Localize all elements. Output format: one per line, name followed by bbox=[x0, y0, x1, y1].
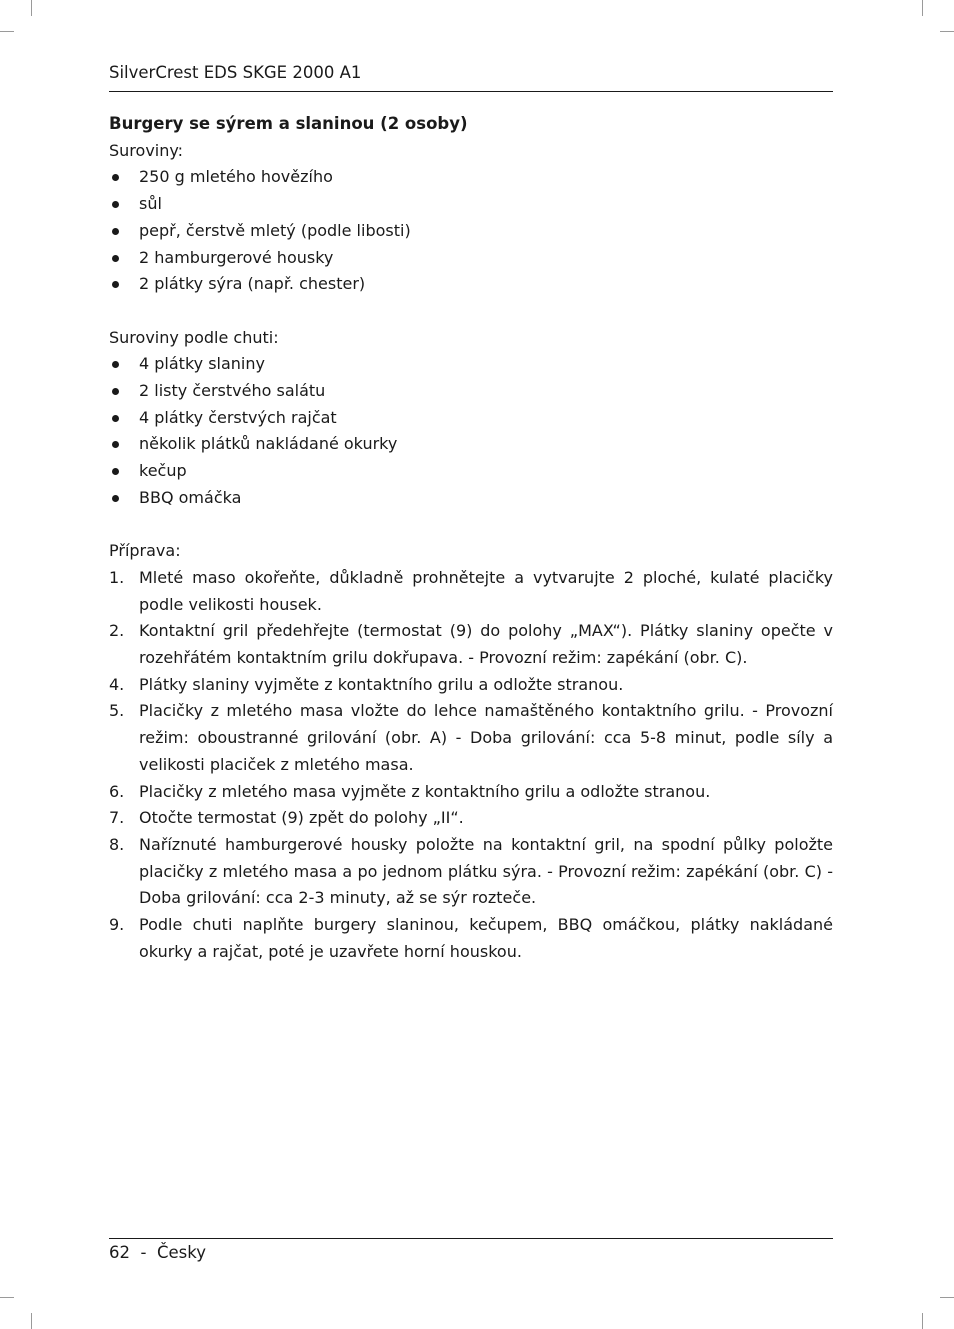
list-item: pepř, čerstvě mletý (podle libosti) bbox=[109, 218, 833, 245]
crop-mark bbox=[940, 31, 954, 32]
list-item: 4 plátky slaniny bbox=[109, 351, 833, 378]
footer-rule bbox=[109, 1238, 833, 1239]
list-item: 4 plátky čerstvých rajčat bbox=[109, 405, 833, 432]
step-text: Kontaktní gril předehřejte (termostat (9) do polohy „MAX“). Plátky slaniny opečte v rozehřátém kontaktním grilu dokřupava. - Provozní režim: zapékání (obr. C). bbox=[139, 621, 833, 668]
optional-ingredients-list bbox=[109, 351, 833, 511]
list-item: 2 hamburgerové housky bbox=[109, 245, 833, 272]
footer-language: Česky bbox=[156, 1243, 206, 1262]
step-number: 7. bbox=[109, 808, 125, 828]
step-item bbox=[109, 618, 833, 671]
preparation-label: Příprava: bbox=[109, 541, 181, 561]
list-item: několik plátků nakládané okurky bbox=[109, 431, 833, 458]
list-item: BBQ omáčka bbox=[109, 485, 833, 512]
step-number: 2. bbox=[109, 621, 125, 641]
ingredients-label: Suroviny: bbox=[109, 140, 184, 160]
step-number: 5. bbox=[109, 701, 125, 721]
header-rule bbox=[109, 91, 833, 92]
list-item: 2 listy čerstvého salátu bbox=[109, 378, 833, 405]
crop-mark bbox=[940, 1297, 954, 1298]
step-text: Otočte termostat (9) zpět do polohy „II“. bbox=[139, 808, 464, 828]
list-item: 250 g mletého hovězího bbox=[109, 164, 833, 191]
page-header-title: SilverCrest EDS SKGE 2000 A1 bbox=[109, 63, 362, 82]
crop-mark bbox=[0, 31, 14, 32]
optional-ingredients-label: Suroviny podle chuti: bbox=[109, 327, 279, 347]
step-number: 1. bbox=[109, 567, 125, 587]
recipe-content bbox=[109, 111, 833, 965]
step-item bbox=[109, 912, 833, 965]
step-number: 6. bbox=[109, 781, 125, 801]
step-number: 8. bbox=[109, 834, 125, 854]
preparation-steps bbox=[109, 565, 833, 966]
step-item bbox=[109, 672, 833, 699]
crop-mark bbox=[922, 1313, 923, 1329]
crop-mark bbox=[31, 0, 32, 16]
step-text: Mleté maso okořeňte, důkladně prohnětejte a vytvarujte 2 ploché, kulaté placičky podle velikosti housek. bbox=[139, 567, 833, 614]
step-number: 9. bbox=[109, 915, 125, 935]
step-text: Plátky slaniny vyjměte z kontaktního grilu a odložte stranou. bbox=[139, 674, 624, 694]
page-footer bbox=[109, 1243, 206, 1262]
recipe-title: Burgery se sýrem a slaninou (2 osoby) bbox=[109, 114, 468, 133]
list-item: 2 plátky sýra (např. chester) bbox=[109, 271, 833, 298]
step-item bbox=[109, 832, 833, 912]
step-number: 4. bbox=[109, 674, 125, 694]
step-item bbox=[109, 805, 833, 832]
step-item bbox=[109, 779, 833, 806]
step-text: Podle chuti naplňte burgery slaninou, kečupem, BBQ omáčkou, plátky nakládané okurky a rajčat, poté je uzavřete horní houskou. bbox=[139, 915, 833, 961]
step-text: Placičky z mletého masa vyjměte z kontaktního grilu a odložte stranou. bbox=[139, 781, 711, 801]
step-item bbox=[109, 698, 833, 778]
step-text: Naříznuté hamburgerové housky položte na kontaktní gril, na spodní půlky položte placičky z mletého masa a po jednom plátku sýra. - Provozní režim: zapékání (obr. C) - Doba grilování: cca 2-3 minuty, až se sýr rozteče. bbox=[139, 834, 833, 908]
ingredients-list bbox=[109, 164, 833, 298]
crop-mark bbox=[0, 1297, 14, 1298]
list-item: kečup bbox=[109, 458, 833, 485]
step-item bbox=[109, 565, 833, 618]
crop-mark bbox=[31, 1313, 32, 1329]
page-number: 62 bbox=[109, 1243, 130, 1262]
crop-mark bbox=[922, 0, 923, 16]
step-text: Placičky z mletého masa vložte do lehce namaštěného kontaktního grilu. - Provozní režim: oboustranné grilování (obr. A) - Doba grilování: cca 5-8 minut, podle síly a velikosti placiček z mletého masa. bbox=[139, 701, 833, 774]
list-item: sůl bbox=[109, 191, 833, 218]
footer-separator: - bbox=[140, 1243, 147, 1262]
